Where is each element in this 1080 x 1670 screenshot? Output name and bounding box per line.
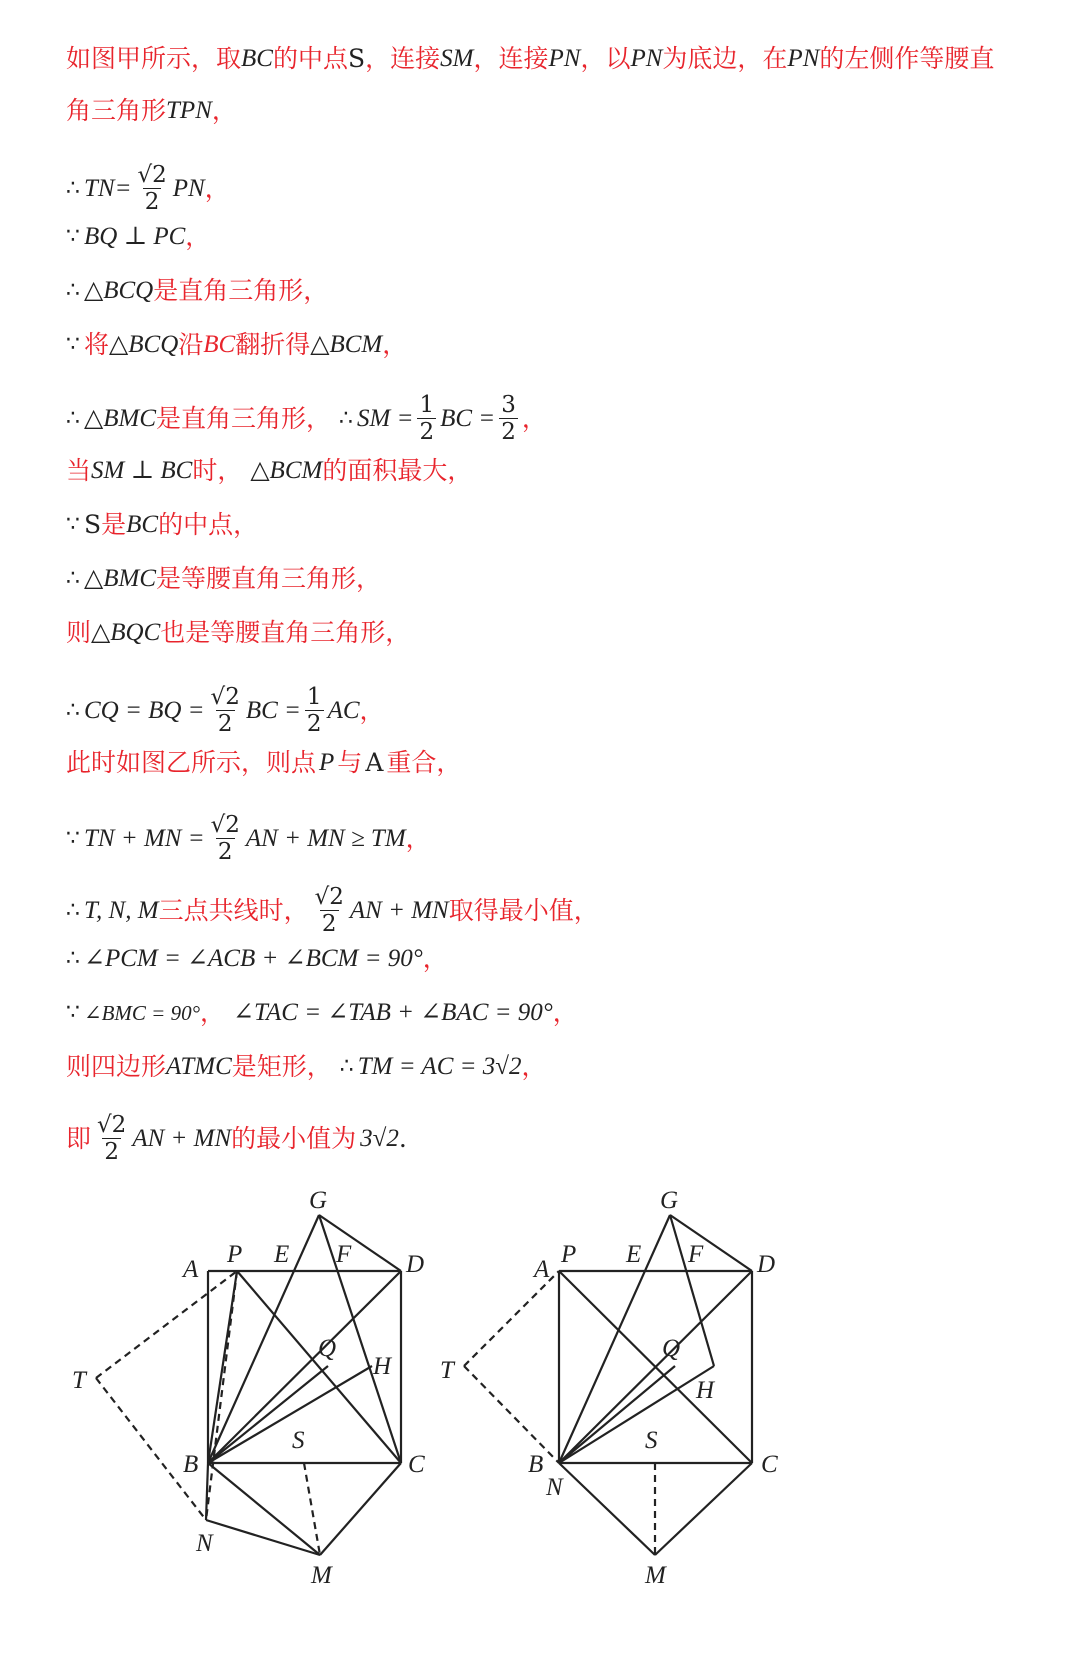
solution-line-19: 即 $\frac{√2}{2}$ AN + MN 的最小值为 3√2 . [66, 1112, 407, 1165]
segment-GD [319, 1215, 401, 1271]
segment-CM [320, 1463, 401, 1555]
solution-line-3: ∴ TN = $\frac{√2}{2}$ PN ， [66, 162, 230, 215]
label-S: S [292, 1427, 305, 1454]
label-T: T [440, 1357, 454, 1384]
segment-BQ [208, 1366, 328, 1463]
segment-CM [655, 1463, 752, 1555]
label-T: T [72, 1367, 86, 1394]
label-C: C [408, 1451, 425, 1478]
label-M: M [645, 1562, 666, 1589]
segment-SM [304, 1463, 320, 1555]
label-D: D [406, 1251, 425, 1278]
solution-line-1: 如图甲所示，取 BC 的中点 S ，连接 SM ，连接 PN ，以 PN 为底边，在 PN 的左侧作等腰直 [66, 44, 995, 73]
segment-BM [208, 1463, 320, 1555]
solution-line-18: 则四边形 ATMC 是矩形， ∴ TM = AC = 3√2 ， [66, 1052, 547, 1081]
label-E: E [626, 1241, 642, 1268]
solution-line-5: ∴ △BCQ 是直角三角形， [66, 276, 329, 305]
label-H: H [696, 1377, 715, 1404]
figure-1-labels [72, 1187, 425, 1589]
label-F: F [688, 1241, 704, 1268]
label-Q: Q [318, 1335, 337, 1362]
figure-2-labels [440, 1187, 778, 1589]
figure-1 [96, 1215, 401, 1555]
label-D: D [757, 1251, 776, 1278]
segment-GD [670, 1215, 752, 1271]
solution-line-13: 此时如图乙所示，则点 P 与 A 重合， [66, 748, 462, 777]
solution-line-14: ∵ TN + MN = $\frac{√2}{2}$ AN + MN ≥ TM ， [66, 812, 431, 865]
segment-TN [464, 1366, 559, 1463]
solution-line-4: ∵ BQ ⊥ PC ， [66, 222, 211, 251]
fraction: $\frac{√2}{2}$ [210, 684, 240, 737]
segment-BH [559, 1366, 714, 1463]
fraction: $\frac{√2}{2}$ [314, 884, 344, 937]
segment-TP [96, 1271, 237, 1378]
label-A: A [534, 1256, 550, 1283]
label-N: N [196, 1530, 213, 1557]
label-S: S [645, 1427, 658, 1454]
label-Q: Q [662, 1335, 681, 1362]
label-P: P [561, 1241, 577, 1268]
solution-line-12: ∴ CQ = BQ = $\frac{√2}{2}$ BC = $\frac{1}{2}$ AC ， [66, 684, 385, 737]
fraction: $\frac{√2}{2}$ [137, 162, 167, 215]
solution-line-8: 当 SM ⊥ BC 时， △BCM 的面积最大， [66, 456, 473, 485]
fraction: $\frac{√2}{2}$ [210, 812, 240, 865]
fraction: $\frac{3}{2}$ [501, 392, 516, 445]
label-M: M [311, 1562, 332, 1589]
label-B: B [528, 1451, 544, 1478]
fraction: $\frac{1}{2}$ [419, 392, 435, 445]
segment-BQ [559, 1366, 675, 1463]
label-N: N [546, 1474, 563, 1501]
fraction: $\frac{√2}{2}$ [97, 1112, 127, 1165]
solution-line-16: ∴ ∠PCM = ∠ACB + ∠BCM = 90° ， [66, 944, 448, 973]
solution-line-11: 则 △BQC 也是等腰直角三角形， [66, 618, 411, 647]
label-G: G [309, 1187, 328, 1214]
solution-line-2: 角三角形 TPN ， [66, 96, 237, 125]
solution-line-17: ∵ ∠BMC = 90° ， ∠TAC = ∠TAB + ∠BAC = 90° ， [66, 998, 578, 1027]
label-G: G [660, 1187, 679, 1214]
solution-line-6: ∵ 将 △BCQ 沿 BC 翻折得 △BCM ， [66, 330, 408, 359]
segment-TA [464, 1271, 559, 1366]
solution-line-9: ∵ S 是 BC 的中点， [66, 510, 259, 539]
label-H: H [373, 1353, 392, 1380]
label-F: F [336, 1241, 352, 1268]
label-A: A [183, 1256, 199, 1283]
label-P: P [227, 1241, 243, 1268]
solution-line-10: ∴ △BMC 是等腰直角三角形， [66, 564, 382, 593]
fraction: $\frac{1}{2}$ [306, 684, 322, 737]
label-B: B [183, 1451, 199, 1478]
segment-TN [96, 1378, 206, 1520]
segment-NM [206, 1520, 320, 1555]
solution-line-7: ∴ △BMC 是直角三角形， ∴ SM = $\frac{1}{2}$ BC = $\frac{3}{2}$ ， [66, 392, 547, 445]
label-E: E [274, 1241, 290, 1268]
segment-GB [208, 1215, 319, 1463]
solution-line-15: ∴ T, N, M 三点共线时， $\frac{√2}{2}$ AN + MN 取得最小值， [66, 884, 599, 937]
segment-BM [559, 1463, 655, 1555]
label-C: C [761, 1451, 778, 1478]
